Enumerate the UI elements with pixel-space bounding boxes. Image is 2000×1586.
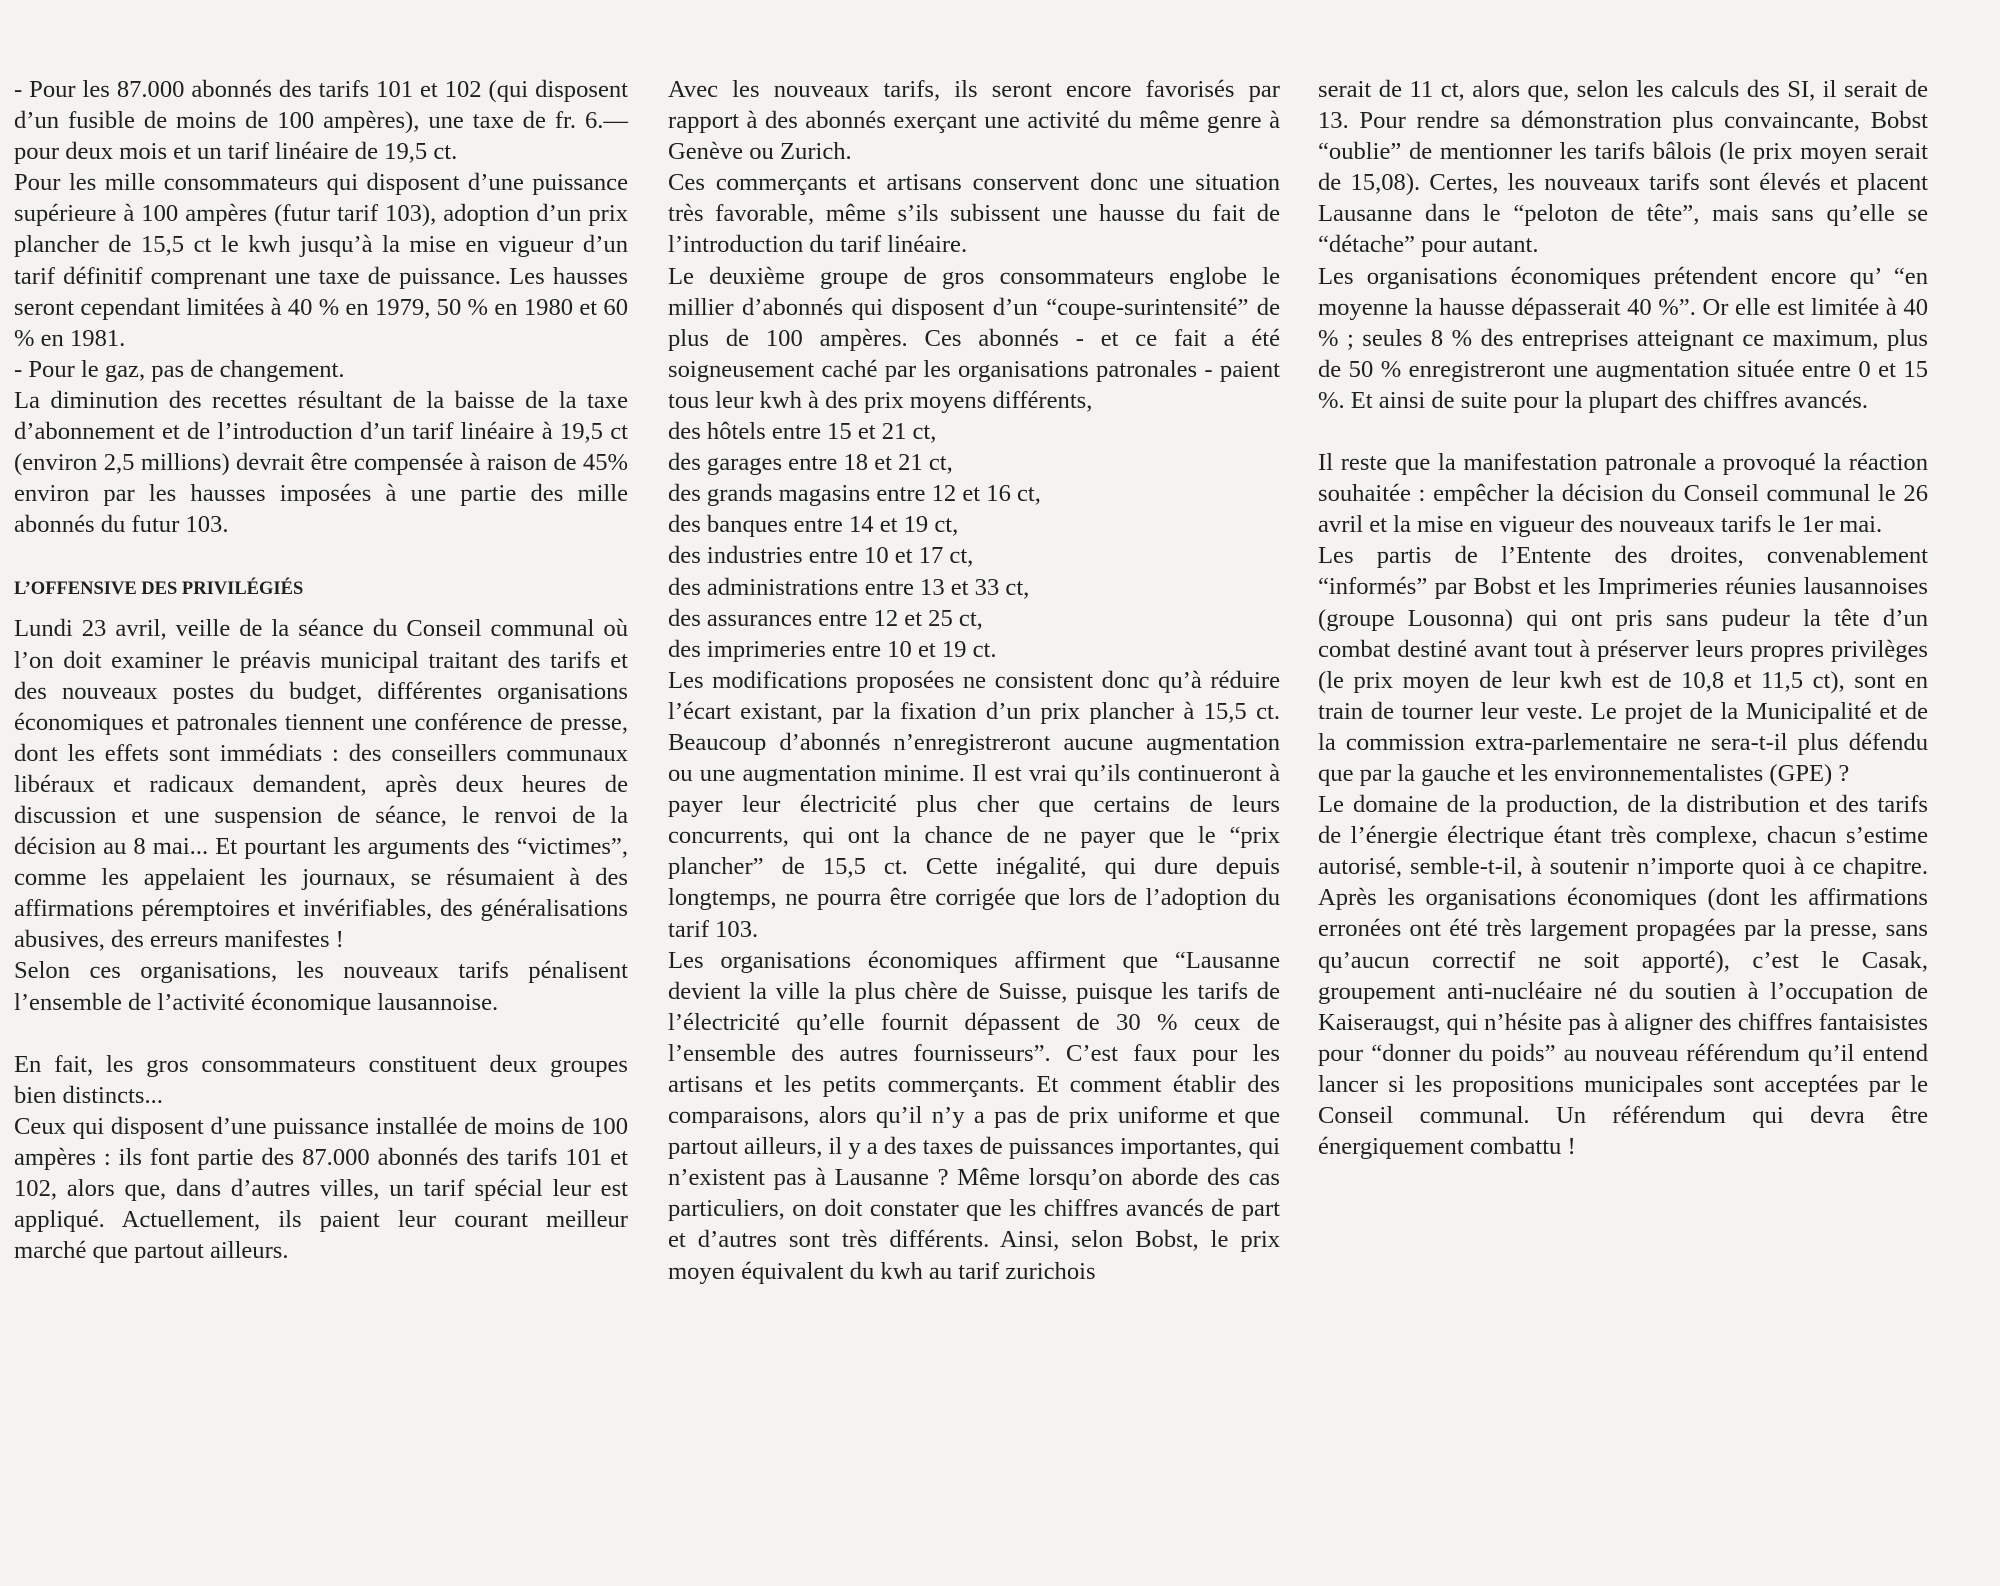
list-item: des hôtels entre 15 et 21 ct, xyxy=(668,418,937,446)
paragraph: - Pour les 87.000 abonnés des tarifs 101 et 102 (qui disposent d’un fusible de moins de 100 ampères), une taxe de fr. 6.— pour deux mois et un tarif linéaire de 19,5 ct. xyxy=(14,76,628,166)
paragraph: Il reste que la manifestation patronale a provoqué la réaction souhaitée : empêcher la décision du Conseil communal le 26 avril et la mise en vigueur des nouveaux tarifs le 1er mai. xyxy=(1318,449,1928,539)
spacer xyxy=(14,540,628,574)
paragraph: La diminution des recettes résultant de la baisse de la taxe d’abonnement et de l’introduction d’un tarif linéaire à 19,5 ct (environ 2,5 millions) devrait être compensée à raison de 45% environ par les hausses imposées à une partie des mille abonnés du futur 103. xyxy=(14,386,628,539)
paragraph: Avec les nouveaux tarifs, ils seront encore favorisés par rapport à des abonnés exerçant une activité du même genre à Genève ou Zurich. xyxy=(668,76,1280,166)
list-item: des garages entre 18 et 21 ct, xyxy=(668,449,953,477)
list-item: des imprimeries entre 10 et 19 ct. xyxy=(668,635,997,663)
section-heading: L’OFFENSIVE DES PRIVILÉGIÉS xyxy=(14,579,304,600)
column-2 xyxy=(668,74,1280,1287)
spacer xyxy=(1318,416,1928,447)
paragraph: Les partis de l’Entente des droites, convenablement “informés” par Bobst et les Imprimeries réunies lausannoises (groupe Lousonna) qui ont pris sans pudeur la tête d’un combat destiné avant tout à préserver leurs propres privilèges (le prix moyen de leur kwh est de 10,8 et 11,5 ct), sont en train de tourner leur veste. Le projet de la Municipalité et de la commission extra-parlementaire ne sera-t-il plus défendu que par la gauche et les environnementalistes (GPE) ? xyxy=(1318,542,1928,787)
paragraph: Le deuxième groupe de gros consommateurs englobe le millier d’abonnés qui disposent d’un “coupe-surintensité” de plus de 100 ampères. Ces abonnés - et ce fait a été soigneusement caché par les organisations patronales - paient tous leur kwh à des prix moyens différents, xyxy=(668,262,1280,414)
paragraph: Ceux qui disposent d’une puissance installée de moins de 100 ampères : ils font partie des 87.000 abonnés des tarifs 101 et 102, alors que, dans d’autres villes, un tarif spécial leur est appliqué. Actuellement, ils paient leur courant meilleur marché que partout ailleurs. xyxy=(14,1112,628,1265)
price-list xyxy=(668,416,1280,665)
paragraph: En fait, les gros consommateurs constituent deux groupes bien distincts... xyxy=(14,1050,628,1109)
paragraph: serait de 11 ct, alors que, selon les calculs des SI, il serait de 13. Pour rendre sa démonstration plus convaincante, Bobst “oublie” de mentionner les tarifs bâlois (le prix moyen serait de 15,08). Certes, les nouveaux tarifs sont élevés et placent Lausanne dans le “peloton de tête”, mais sans qu’elle se “détache” pour autant. xyxy=(1318,76,1928,259)
paragraph: Lundi 23 avril, veille de la séance du Conseil communal où l’on doit examiner le préavis municipal traitant des tarifs et des nouveaux postes du budget, différentes organisations économiques et patronales tiennent une conférence de presse, dont les effets sont immédiats : des conseillers communaux libéraux et radicaux demandent, après deux heures de discussion et une suspension de séance, le renvoi de la décision au 8 mai... Et pourtant les arguments des “victimes”, comme les appelaient les journaux, se résumaient à des affirmations péremptoires et invérifiables, des généralisations abusives, des erreurs manifestes ! xyxy=(14,615,628,954)
paragraph: Pour les mille consommateurs qui disposent d’une puissance supérieure à 100 ampères (futur tarif 103), adoption d’un prix plancher de 15,5 ct le kwh jusqu’à la mise en vigueur d’un tarif définitif comprenant une taxe de puissance. Les hausses seront cependant limitées à 40 % en 1979, 50 % en 1980 et 60 % en 1981. xyxy=(14,169,628,352)
paragraph: Les organisations économiques affirment que “Lausanne devient la ville la plus chère de Suisse, puisque les tarifs de l’électricité qu’elle fournit dépassent de 30 % ceux de l’ensemble des autres fournisseurs”. C’est faux pour les artisans et les petits commerçants. Et comment établir des comparaisons, alors qu’il n’y a pas de prix uniforme et que partout ailleurs, il y a des taxes de puissances importantes, qui n’existent pas à Lausanne ? Même lorsqu’on aborde des cas particuliers, on doit constater que les chiffres avancés de part et d’autres sont très différents. Ainsi, selon Bobst, le prix moyen équivalent du kwh au tarif zurichois xyxy=(668,946,1280,1285)
paragraph: Les modifications proposées ne consistent donc qu’à réduire l’écart existant, par la fixation d’un prix plancher à 15,5 ct. Beaucoup d’abonnés n’enregistreront aucune augmentation ou une augmentation minime. Il est vrai qu’ils continueront à payer leur électricité plus cher que certains de leurs concurrents, qui ont la chance de ne payer que le “prix plancher” de 15,5 ct. Cette inégalité, qui dure depuis longtemps, ne pourra être corrigée que lors de l’adoption du tarif 103. xyxy=(668,666,1280,943)
list-item: des administrations entre 13 et 33 ct, xyxy=(668,573,1030,601)
list-item: des banques entre 14 et 19 ct, xyxy=(668,511,959,539)
column-1 xyxy=(14,74,628,1266)
paragraph: Ces commerçants et artisans conservent donc une situation très favorable, même s’ils subissent une hausse du fait de l’introduction du tarif linéaire. xyxy=(668,169,1280,259)
spacer xyxy=(14,605,628,613)
list-item: des assurances entre 12 et 25 ct, xyxy=(668,604,983,632)
paragraph: Les organisations économiques prétendent encore qu’ “en moyenne la hausse dépasserait 40 %”. Or elle est limitée à 40 % ; seules 8 % des entreprises atteignant ce maximum, plus de 50 % enregistreront une augmentation située entre 0 et 15 %. Et ainsi de suite pour la plupart des chiffres avancés. xyxy=(1318,262,1928,414)
list-item: des industries entre 10 et 17 ct, xyxy=(668,542,974,570)
paragraph: Selon ces organisations, les nouveaux tarifs pénalisent l’ensemble de l’activité économique lausannoise. xyxy=(14,957,628,1016)
paragraph: Le domaine de la production, de la distribution et des tarifs de l’énergie électrique étant très complexe, chacun s’estime autorisé, semble-t-il, à soutenir n’importe quoi à ce chapitre. Après les organisations économiques (dont les affirmations erronées ont été très largement propagées par la presse, sans qu’aucun correctif ne soit apporté), c’est le Casak, groupement anti-nucléaire né du soutien à l’occupation de Kaiseraugst, qui n’hésite pas à aligner des chiffres fantaisistes pour “donner du poids” au nouveau référendum qu’il entend lancer si les propositions municipales sont acceptées par le Conseil communal. Un référendum qui devra être énergiquement combattu ! xyxy=(1318,791,1928,1161)
column-3 xyxy=(1318,74,1928,1162)
spacer xyxy=(14,1018,628,1049)
list-item: des grands magasins entre 12 et 16 ct, xyxy=(668,480,1041,508)
paragraph: - Pour le gaz, pas de changement. xyxy=(14,355,345,383)
